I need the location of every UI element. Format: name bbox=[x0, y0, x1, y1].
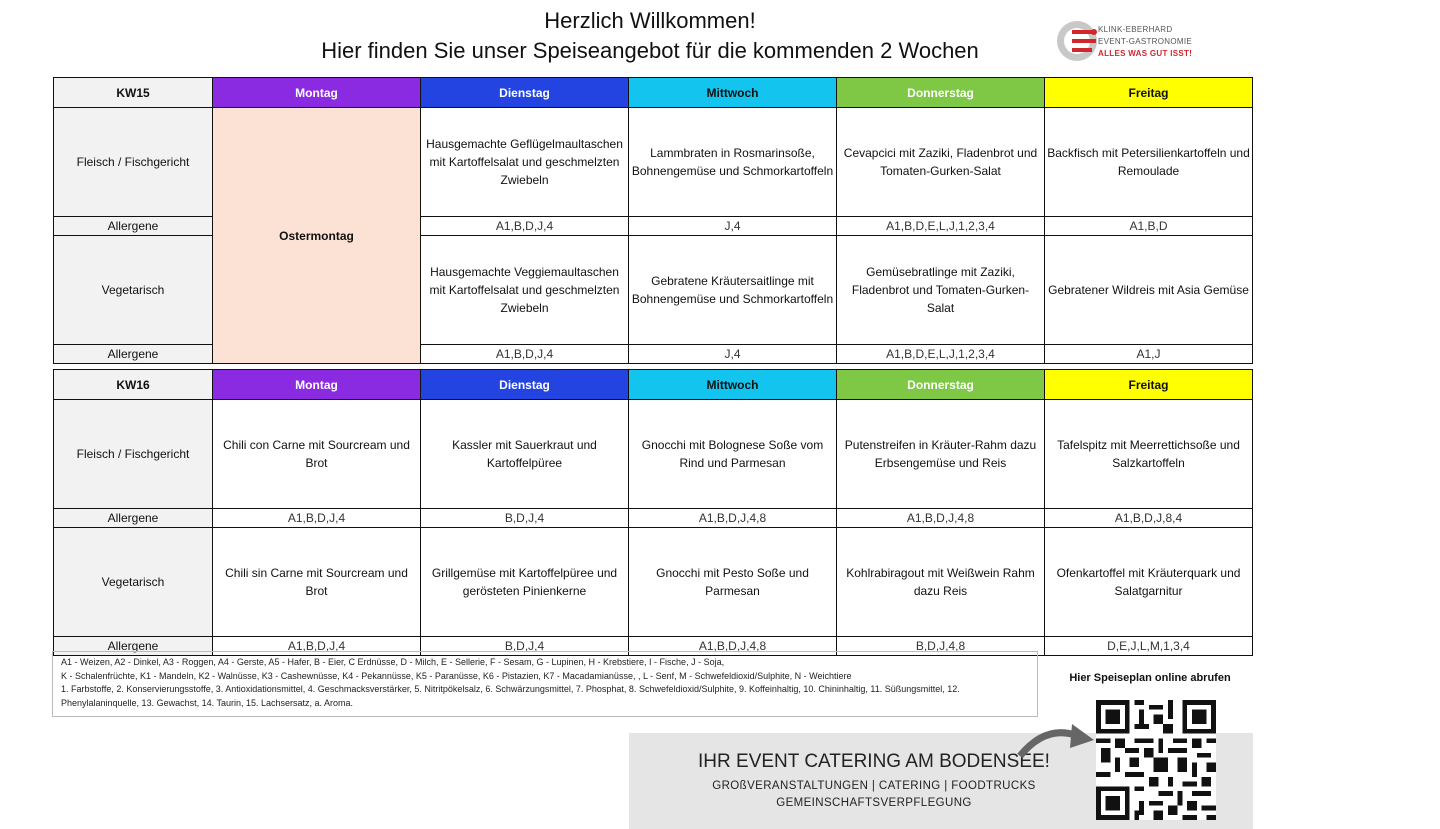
day-header-wednesday: Mittwoch bbox=[629, 370, 837, 400]
allergen-cell: A1,B,D,E,L,J,1,2,3,4 bbox=[837, 217, 1045, 236]
dish-cell: Cevapcici mit Zaziki, Fladenbrot und Tomaten-Gurken-Salat bbox=[837, 108, 1045, 217]
allergen-label: Allergene bbox=[54, 217, 213, 236]
allergen-cell: J,4 bbox=[629, 345, 837, 364]
allergen-cell: A1,B,D,J,8,4 bbox=[1045, 509, 1253, 528]
allergen-cell: A1,B,D,J,4 bbox=[213, 509, 421, 528]
allergen-cell: A1,B,D,J,4,8 bbox=[629, 509, 837, 528]
allergen-cell: A1,B,D bbox=[1045, 217, 1253, 236]
allergen-cell: A1,B,D,J,4 bbox=[421, 217, 629, 236]
day-header-thursday: Donnerstag bbox=[837, 370, 1045, 400]
day-header-thursday: Donnerstag bbox=[837, 78, 1045, 108]
allergen-label: Allergene bbox=[54, 637, 213, 656]
dish-cell: Gnocchi mit Pesto Soße und Parmesan bbox=[629, 528, 837, 637]
category-label-meat: Fleisch / Fischgericht bbox=[54, 108, 213, 217]
banner-headline: IHR EVENT CATERING AM BODENSEE! bbox=[698, 751, 1050, 772]
allergen-cell: B,D,J,4,8 bbox=[837, 637, 1045, 656]
dish-cell: Grillgemüse mit Kartoffelpüree und gerösteten Pinienkerne bbox=[421, 528, 629, 637]
day-header-wednesday: Mittwoch bbox=[629, 78, 837, 108]
day-header-friday: Freitag bbox=[1045, 78, 1253, 108]
meat-row bbox=[54, 400, 1253, 509]
meat-row bbox=[54, 108, 1253, 217]
dish-cell: Backfisch mit Petersilienkartoffeln und Remoulade bbox=[1045, 108, 1253, 217]
veg-row bbox=[54, 528, 1253, 637]
allergen-cell: B,D,J,4 bbox=[421, 509, 629, 528]
day-header-tuesday: Dienstag bbox=[421, 370, 629, 400]
category-label-meat: Fleisch / Fischgericht bbox=[54, 400, 213, 509]
arrow-icon bbox=[1016, 722, 1096, 762]
company-logo bbox=[1056, 18, 1236, 68]
legend-line: 1. Farbstoffe, 2. Konservierungsstoffe, 3. Antioxidationsmittel, 4. Geschmacksverstärker, 5. Nitritpökelsalz, 6. Schwärzungsmittel, 7. Phosphat, 8. Schwefeldioxid/Sulphite, 9. Koffeinhaltig, 10. Chininhaltig, 11. Süßungsmittel, 12. bbox=[61, 684, 960, 694]
dish-cell: Gebratene Kräutersaitlinge mit Bohnengemüse und Schmorkartoffeln bbox=[629, 236, 837, 345]
allergen-cell: D,E,J,L,M,1,3,4 bbox=[1045, 637, 1253, 656]
day-header-row bbox=[54, 78, 1253, 108]
welcome-heading: Herzlich Willkommen! bbox=[544, 8, 756, 33]
legend-line: A1 - Weizen, A2 - Dinkel, A3 - Roggen, A4 - Gerste, A5 - Hafer, B - Eier, C Erdnüsse, D - Milch, E - Sellerie, F - Sesam, G - Lupinen, H - Krebstiere, I - Fische, J - Soja, bbox=[61, 657, 725, 667]
dish-cell: Chili sin Carne mit Sourcream und Brot bbox=[213, 528, 421, 637]
dish-cell: Kohlrabiragout mit Weißwein Rahm dazu Reis bbox=[837, 528, 1045, 637]
logo-tagline: ALLES WAS GUT ISST! bbox=[1098, 49, 1193, 58]
dish-cell: Putenstreifen in Kräuter-Rahm dazu Erbsengemüse und Reis bbox=[837, 400, 1045, 509]
allergen-legend bbox=[52, 651, 1038, 717]
dish-cell: Hausgemachte Geflügelmaultaschen mit Kartoffelsalat und geschmelzten Zwiebeln bbox=[421, 108, 629, 217]
legend-line: K - Schalenfrüchte, K1 - Mandeln, K2 - Walnüsse, K3 - Cashewnüsse, K4 - Pekannüsse, K5 - Paranüsse, K6 - Pistazien, K7 - Macadamianüsse, , L - Senf, M - Schwefeldioxid/Sulphite, N - Weichtiere bbox=[61, 670, 852, 681]
dish-cell: Ofenkartoffel mit Kräuterquark und Salatgarnitur bbox=[1045, 528, 1253, 637]
category-label-veg: Vegetarisch bbox=[54, 236, 213, 345]
week-label: KW16 bbox=[54, 370, 213, 400]
allergen-row bbox=[54, 509, 1253, 528]
allergen-label: Allergene bbox=[54, 509, 213, 528]
allergen-cell: A1,B,D,J,4,8 bbox=[629, 637, 837, 656]
dish-cell: Lammbraten in Rosmarinsoße, Bohnengemüse und Schmorkartoffeln bbox=[629, 108, 837, 217]
day-header-friday: Freitag bbox=[1045, 370, 1253, 400]
holiday-cell: Ostermontag bbox=[213, 108, 421, 364]
dish-cell: Hausgemachte Veggiemaultaschen mit Kartoffelsalat und geschmelzten Zwiebeln bbox=[421, 236, 629, 345]
dish-cell: Gemüsebratlinge mit Zaziki, Fladenbrot und Tomaten-Gurken-Salat bbox=[837, 236, 1045, 345]
dish-cell: Kassler mit Sauerkraut und Kartoffelpüree bbox=[421, 400, 629, 509]
allergen-cell: A1,B,D,J,4 bbox=[213, 637, 421, 656]
legend-line: Phenylalaninquelle, 13. Gewachst, 14. Taurin, 15. Lachsersatz, a. Aroma. bbox=[61, 697, 354, 708]
page-subtitle: Hier finden Sie unser Speiseangebot für die kommenden 2 Wochen bbox=[321, 38, 979, 63]
dish-cell: Gebratener Wildreis mit Asia Gemüse bbox=[1045, 236, 1253, 345]
allergen-cell: J,4 bbox=[629, 217, 837, 236]
logo-line-2: EVENT-GASTRONOMIE bbox=[1098, 37, 1192, 46]
day-header-monday: Montag bbox=[213, 78, 421, 108]
dish-cell: Tafelspitz mit Meerrettichsoße und Salzkartoffeln bbox=[1045, 400, 1253, 509]
allergen-label: Allergene bbox=[54, 345, 213, 364]
allergen-cell: B,D,J,4 bbox=[421, 637, 629, 656]
allergen-cell: A1,J bbox=[1045, 345, 1253, 364]
category-label-veg: Vegetarisch bbox=[54, 528, 213, 637]
logo-mark-icon bbox=[1056, 18, 1098, 64]
menu-table-kw16 bbox=[53, 369, 1253, 656]
allergen-cell: A1,B,D,E,L,J,1,2,3,4 bbox=[837, 345, 1045, 364]
qr-code-icon[interactable] bbox=[1096, 700, 1216, 820]
day-header-tuesday: Dienstag bbox=[421, 78, 629, 108]
allergen-cell: A1,B,D,J,4,8 bbox=[837, 509, 1045, 528]
day-header-monday: Montag bbox=[213, 370, 421, 400]
week-label: KW15 bbox=[54, 78, 213, 108]
banner-services-2: GEMEINSCHAFTSVERPFLEGUNG bbox=[776, 797, 972, 809]
dish-cell: Chili con Carne mit Sourcream und Brot bbox=[213, 400, 421, 509]
banner-services: GROßVERANSTALTUNGEN | CATERING | FOODTRUCKS bbox=[712, 780, 1036, 792]
day-header-row bbox=[54, 370, 1253, 400]
menu-table-kw15 bbox=[53, 77, 1253, 364]
logo-line-1: KLINK-EBERHARD bbox=[1098, 25, 1173, 34]
dish-cell: Gnocchi mit Bolognese Soße vom Rind und Parmesan bbox=[629, 400, 837, 509]
allergen-cell: A1,B,D,J,4 bbox=[421, 345, 629, 364]
qr-label: Hier Speiseplan online abrufen bbox=[1069, 672, 1231, 684]
